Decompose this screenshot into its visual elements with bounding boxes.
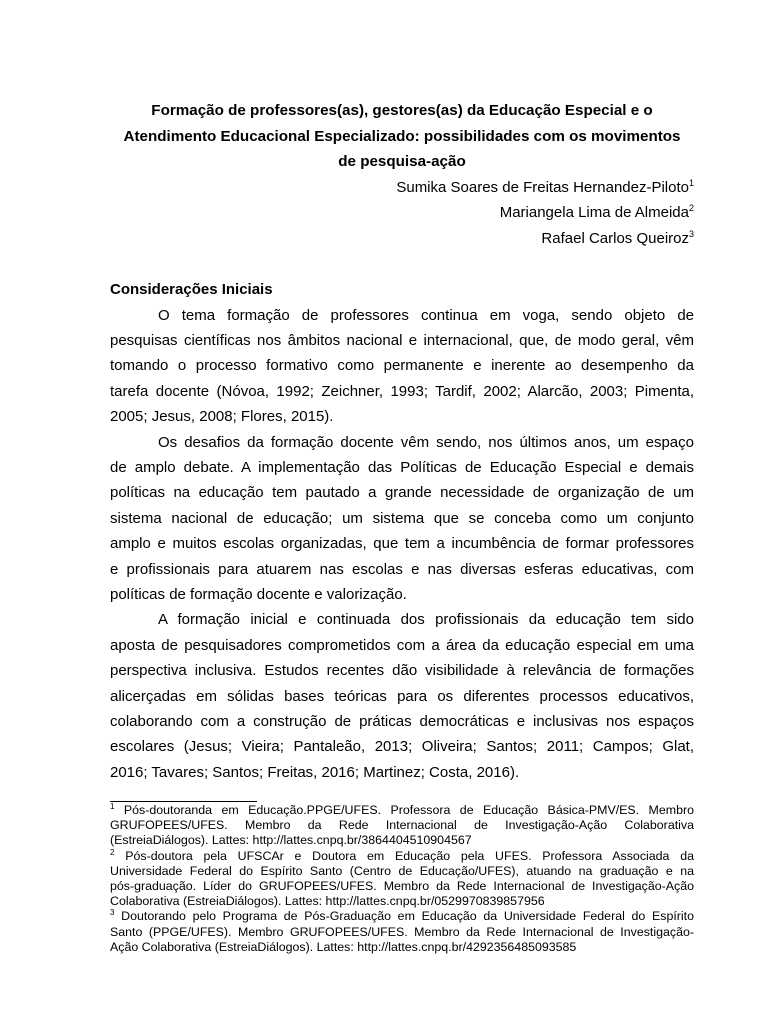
- footnote-2: $^2$ Pós-doutora pela UFSCAr e Doutora em Educação pela UFES. Professora Associada da Universidade Federal do Espírito Santo (Centro de Educação/UFES), atuando na graduação e na pós-graduação. Líder do GRUFOPEES/UFES. Membro da Rede Internacional de Investigação-Ação Colaborativa (EstreiaDiálogos). Lattes: http://lattes.cnpq.br/0529970839857956: [110, 847, 694, 909]
- paragraph-2: Os desafios da formação docente vêm sendo, nos últimos anos, um espaço de amplo debate. A implementação das Políticas de Educação Especial e demais políticas na educação tem pautado a grande necessidade de organização de um sistema nacional de educação; um sistema que se conceba como um conjunto amplo e muitos escolas organizadas, que tem a incumbência de formar professores e profissionais para atuarem nas escolas e nas diversas esferas educativas, com políticas de formação docente e valorização.: [110, 433, 694, 603]
- document-page: [110, 98, 694, 785]
- paragraph-3: A formação inicial e continuada dos profissionais da educação tem sido aposta de pesquisadores comprometidos com a área da educação especial em uma perspectiva inclusiva. Estudos recentes dão visibilidade à relevância de formações alicerçadas em sólidas bases teóricas para os diferentes processos educativos, colaborando com a construção de práticas democráticas e inclusivas nos espaços escolares (Jesus; Vieira; Pantaleão, 2013; Oliveira; Santos; 2011; Campos; Glat, 2016; Tavares; Santos; Freitas, 2016; Martinez; Costa, 2016).: [110, 611, 694, 781]
- section-heading: Considerações Iniciais: [110, 281, 273, 298]
- author: Sumika Soares de Freitas Hernandez-Piloto$^1$: [396, 177, 694, 196]
- author: Rafael Carlos Queiroz$^3$: [541, 228, 694, 247]
- title-line-1: Formação de professores(as), gestores(as) da Educação Especial e o: [151, 102, 653, 119]
- footnote-1: $^1$ Pós-doutoranda em Educação.PPGE/UFES. Professora de Educação Básica-PMV/ES. Membro GRUFOPEES/UFES. Membro da Rede Internacional de Investigação-Ação Colaborativa (EstreiaDiálogos). Lattes: http://lattes.cnpq.br/3864404510904567: [110, 801, 694, 848]
- author: Mariangela Lima de Almeida$^2$: [499, 203, 694, 221]
- paragraph-1: O tema formação de professores continua em voga, sendo objeto de pesquisas científicas nos âmbitos nacional e internacional, que, de modo geral, vêm tomando o processo formativo como permanente e inerente ao desempenho da tarefa docente (Nóvoa, 1992; Zeichner, 1993; Tardif, 2002; Alarcão, 2003; Pimenta, 2005; Jesus, 2008; Flores, 2015).: [110, 306, 694, 426]
- title-line-3: de pesquisa-ação: [338, 153, 466, 170]
- author-list: [110, 175, 694, 252]
- footnote-3: $^3$ Doutorando pelo Programa de Pós-Graduação em Educação da Universidade Federal do Espírito Santo (PPGE/UFES). Membro GRUFOPEES/UFES. Membro da Rede Internacional de Investigação- Ação Colaborativa (EstreiaDiálogos). Lattes: http://lattes.cnpq.br/4292356485093585: [110, 908, 694, 954]
- footnote-separator: [110, 801, 257, 802]
- paper-title: [110, 98, 694, 175]
- title-line-2: Atendimento Educacional Especializado: possibilidades com os movimentos: [123, 127, 681, 145]
- footnotes: [110, 803, 694, 955]
